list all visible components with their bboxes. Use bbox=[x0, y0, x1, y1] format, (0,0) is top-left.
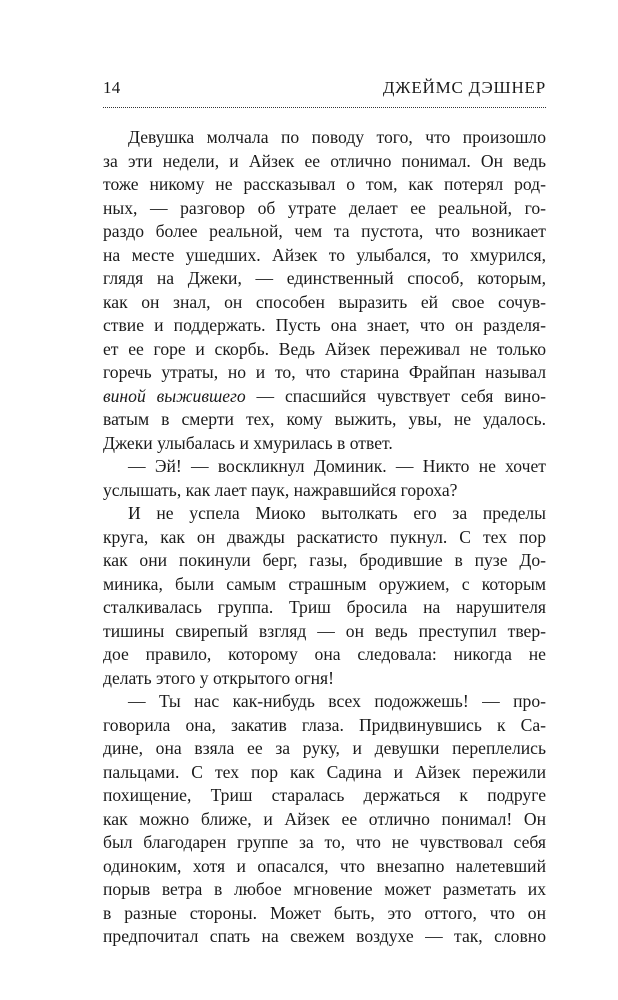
text-line bbox=[103, 197, 546, 221]
line-text: раздо более реальной, чем та пустота, что возникает bbox=[103, 221, 546, 241]
line-text: дине, она взяла ее за руку, и девушки переплелись bbox=[103, 738, 546, 758]
line-text: одиноким, хотя и опасался, что внезапно налетевший bbox=[103, 855, 546, 876]
line-text: как можно ближе, и Айзек ее отлично понимал! Он bbox=[103, 808, 546, 829]
text-line bbox=[103, 150, 546, 174]
line-text: сталкивалась группа. Триш бросила на нарушителя bbox=[103, 597, 546, 617]
line-text: услышать, как лает паук, нажравшийся гороха? bbox=[103, 479, 458, 500]
text-line bbox=[103, 361, 546, 385]
line-text: круга, как он дважды раскатисто пукнул. С тех пор bbox=[103, 526, 546, 547]
text-line bbox=[103, 596, 546, 620]
text-line bbox=[103, 126, 546, 150]
text-line bbox=[103, 573, 546, 597]
line-text: миника, были самым страшным оружием, с которым bbox=[103, 573, 546, 594]
text-line bbox=[103, 244, 546, 268]
line-text: ствие и поддержать. Пусть она знает, что он разделя- bbox=[103, 315, 546, 335]
line-text: предпочитал спать на свежем воздухе — так, словно bbox=[103, 926, 546, 946]
line-text: Джеки улыбалась и хмурилась в ответ. bbox=[103, 432, 393, 453]
text-line bbox=[103, 902, 546, 926]
text-line bbox=[103, 408, 546, 432]
line-text: ватым в смерти тех, кому выжить, увы, не удалось. bbox=[103, 409, 546, 429]
text-line bbox=[103, 784, 546, 808]
line-text: похищение, Триш старалась держаться к подруге bbox=[103, 785, 546, 805]
text-line bbox=[103, 267, 546, 291]
line-text: ет ее горе и скорбь. Ведь Айзек переживал не только bbox=[103, 338, 546, 359]
text-line bbox=[103, 761, 546, 785]
page-header bbox=[103, 78, 546, 104]
text-line bbox=[103, 831, 546, 855]
line-text: говорила она, закатив глаза. Придвинувшись к Са- bbox=[103, 714, 546, 735]
line-text: — Эй! — воскликнул Доминик. — Никто не хочет bbox=[128, 456, 546, 476]
line-text: пальцами. С тех пор как Садина и Айзек пережили bbox=[103, 761, 546, 782]
line-text: горечь утраты, но и то, что старина Фрайпан называл bbox=[103, 362, 546, 382]
text-line bbox=[103, 925, 546, 949]
line-text: как он знал, он способен выразить ей свое сочув- bbox=[103, 291, 546, 312]
line-text: в разные стороны. Может быть, это оттого, что он bbox=[103, 902, 546, 923]
line-text: порыв ветра в любое мгновение может разметать их bbox=[103, 879, 546, 899]
text-line bbox=[103, 667, 546, 691]
text-line bbox=[103, 737, 546, 761]
text-line bbox=[103, 643, 546, 667]
text-line bbox=[103, 479, 546, 503]
text-line bbox=[103, 291, 546, 315]
line-text: тоже никому не рассказывал о том, как потерял род- bbox=[103, 174, 546, 194]
text-line bbox=[103, 220, 546, 244]
text-line bbox=[103, 878, 546, 902]
line-text: И не успела Миоко вытолкать его за пределы bbox=[128, 503, 546, 523]
line-text: как они покинули берг, газы, бродившие в пузе До- bbox=[103, 550, 546, 570]
text-line bbox=[103, 526, 546, 550]
body-text bbox=[103, 126, 546, 949]
line-text: за эти недели, и Айзек ее отлично понимал. Он ведь bbox=[103, 150, 546, 171]
line-text: делать этого у открытого огня! bbox=[103, 667, 335, 688]
italic-phrase: виной выжившего bbox=[103, 385, 246, 406]
line-text: ных, — разговор об утрате делает ее реальной, го- bbox=[103, 197, 546, 218]
text-line bbox=[103, 855, 546, 879]
page-number: 14 bbox=[103, 78, 121, 97]
header-divider bbox=[103, 107, 546, 108]
text-line bbox=[103, 385, 546, 409]
running-head-author: ДЖЕЙМС ДЭШНЕР bbox=[382, 78, 546, 97]
line-text: — Ты нас как-нибудь всех подожжешь! — про- bbox=[128, 691, 546, 711]
line-text: тишины свирепый взгляд — он ведь преступил твер- bbox=[103, 620, 546, 641]
text-line bbox=[103, 432, 546, 456]
line-text: глядя на Джеки, — единственный способ, которым, bbox=[103, 268, 546, 288]
text-line bbox=[103, 338, 546, 362]
line-text: был благодарен группе за то, что не чувствовал себя bbox=[103, 832, 546, 852]
text-line bbox=[103, 690, 546, 714]
text-line bbox=[103, 620, 546, 644]
line-text: Девушка молчала по поводу того, что произошло bbox=[128, 127, 546, 147]
text-line bbox=[103, 502, 546, 526]
text-line bbox=[103, 455, 546, 479]
line-text: — спасшийся чувствует себя вино- bbox=[245, 385, 546, 406]
text-line bbox=[103, 549, 546, 573]
text-line bbox=[103, 314, 546, 338]
text-line bbox=[103, 173, 546, 197]
line-text: на месте ушедших. Айзек то улыбался, то хмурился, bbox=[103, 244, 546, 265]
text-line bbox=[103, 714, 546, 738]
text-line bbox=[103, 808, 546, 832]
line-text: дое правило, которому она следовала: никогда не bbox=[103, 644, 546, 664]
